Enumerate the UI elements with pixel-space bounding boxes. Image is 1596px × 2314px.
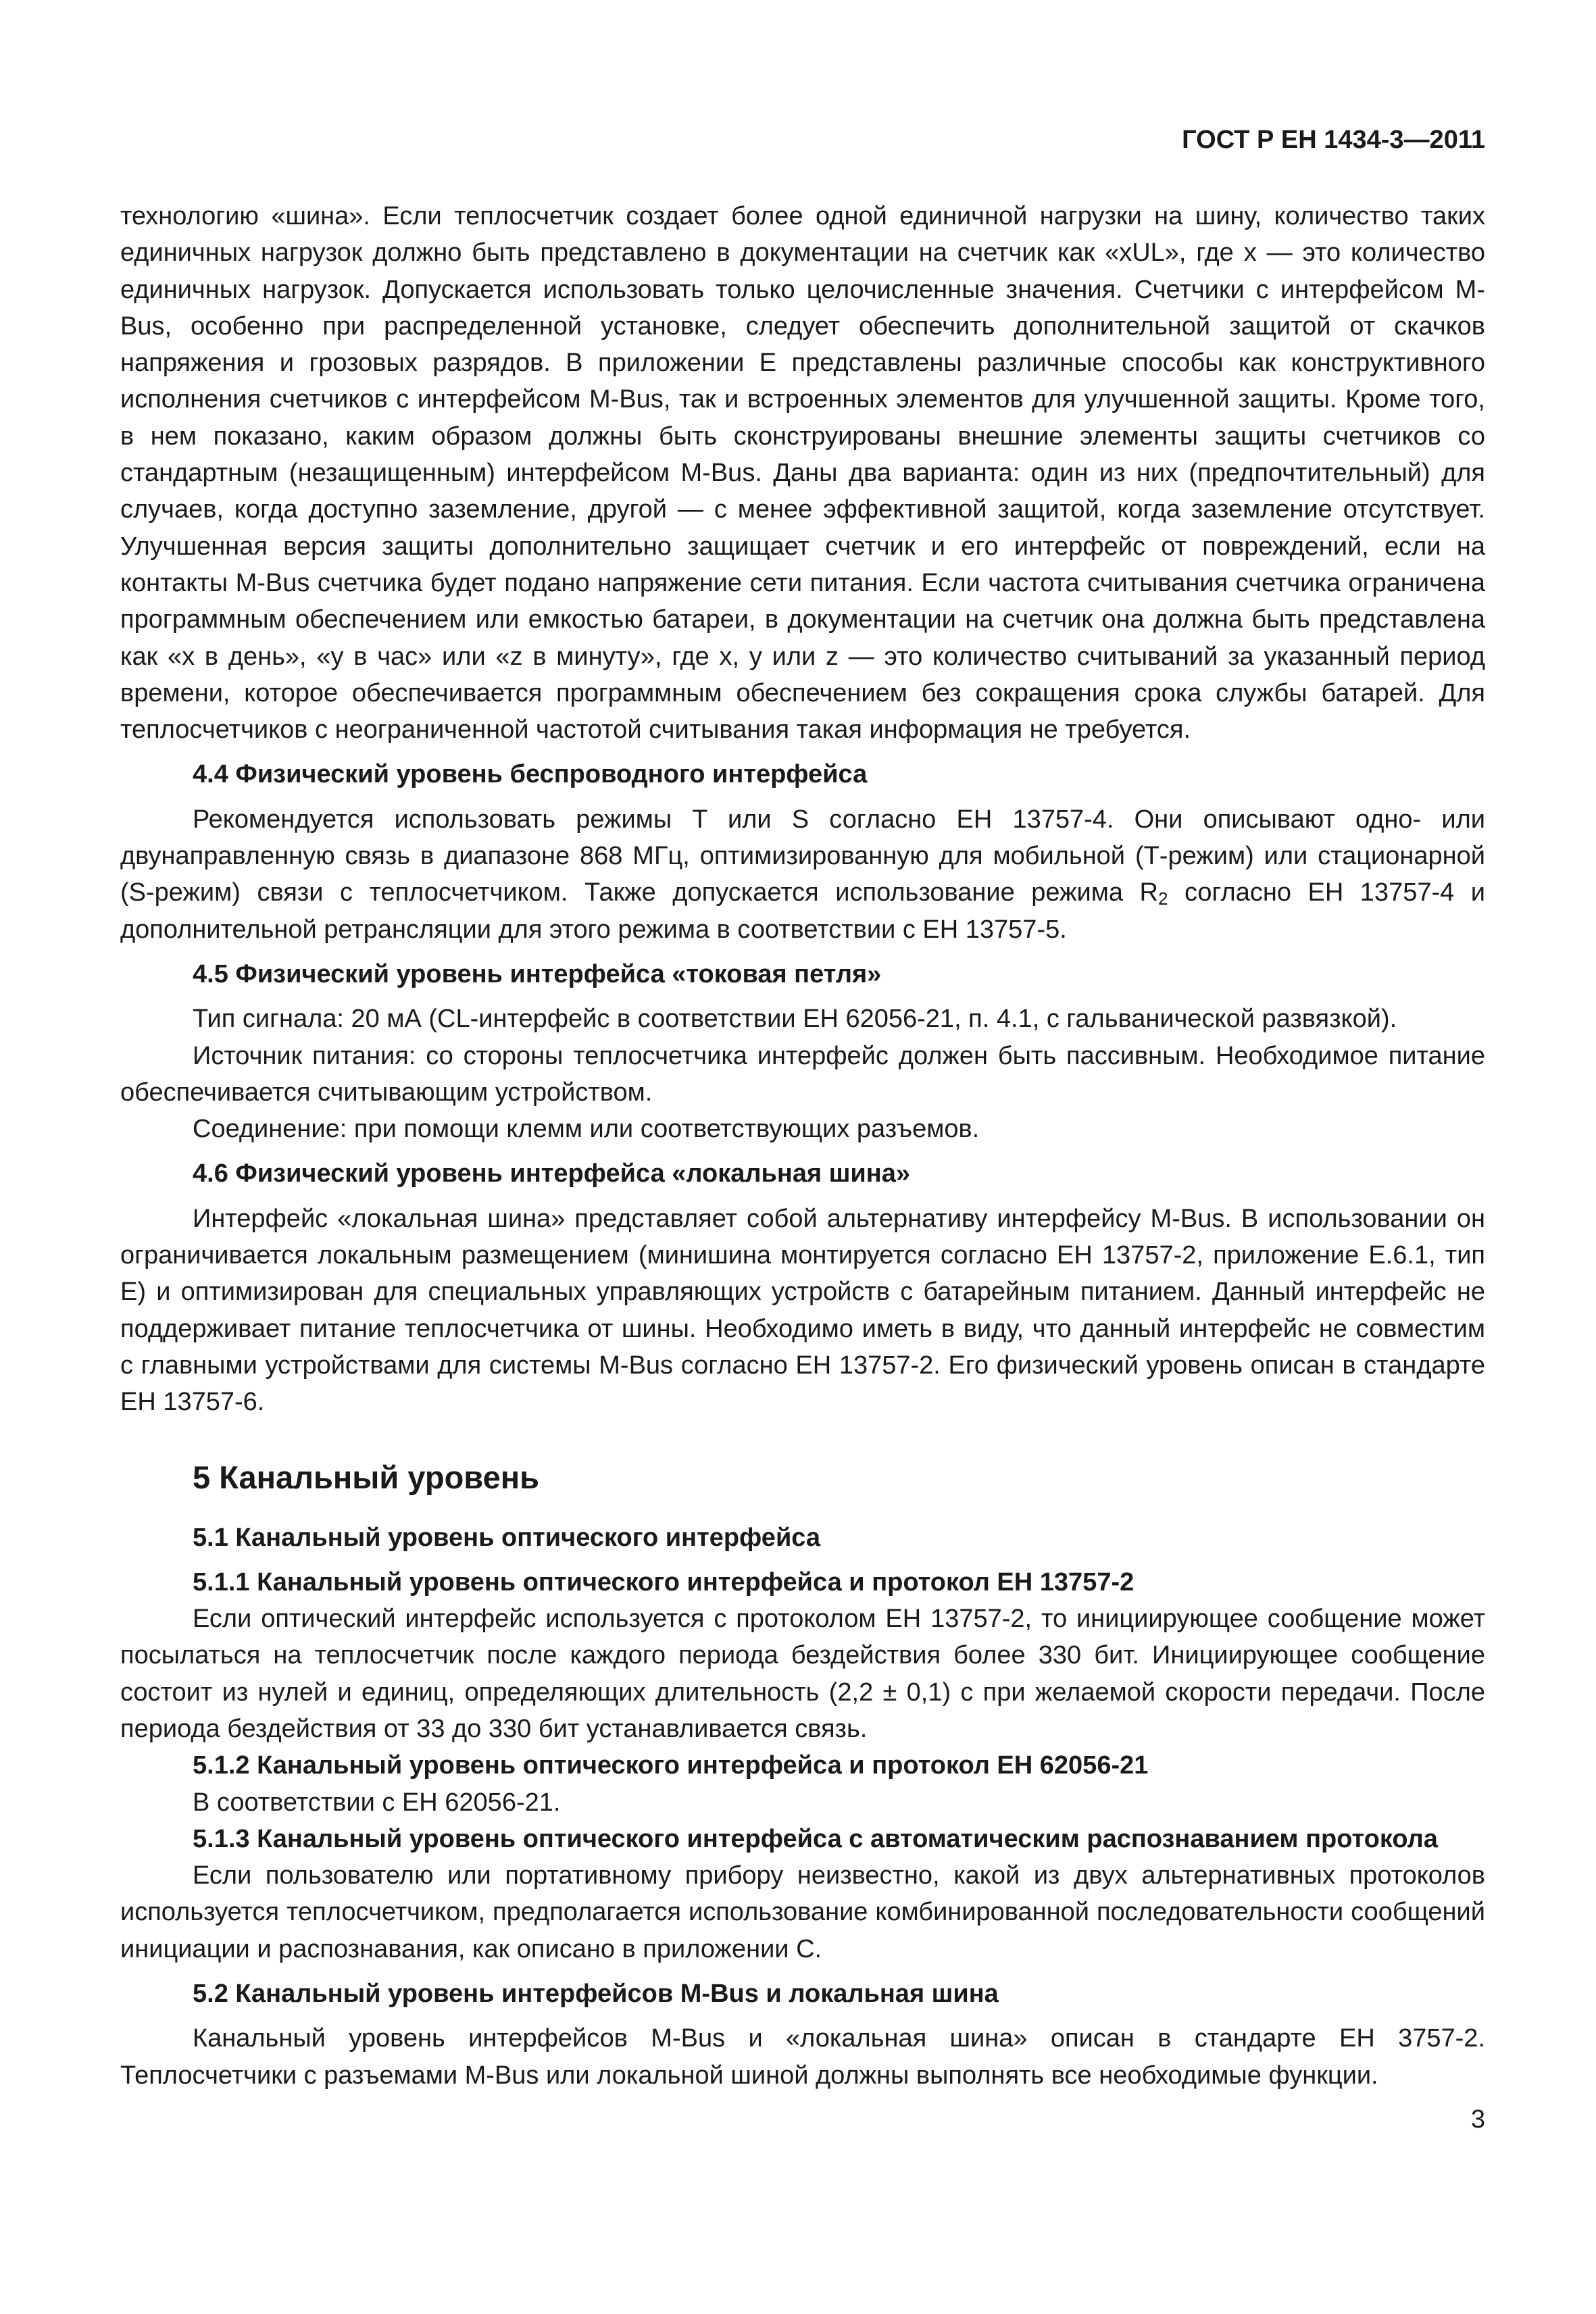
section-5-1-2-paragraph: В соответствии с ЕН 62056-21.	[193, 1788, 561, 1817]
section-5-1-heading: 5.1 Канальный уровень оптического интерфейса	[193, 1523, 821, 1552]
section-4-4-paragraph	[120, 801, 1485, 948]
section-5-2-paragraph: Канальный уровень интерфейсов M-Bus и «локальная шина» описан в стандарте ЕН 3757-2. Теплосчетчики с разъемами M-Bus или локальной шиной должны выполнять все необходимые функции.	[120, 2024, 1485, 2090]
intro-paragraph: технологию «шина». Если теплосчетчик создает более одной единичной нагрузки на шину, количество таких единичных нагрузок должно быть представлено в документации на счетчик как «xUL», где x — это количество единичных нагрузок. Допускается использовать только целочисленные значения. Счетчики с интерфейсом M-Bus, особенно при распределенной установке, следует обеспечить дополнительной защитой от скачков напряжения и грозовых разрядов. В приложении Е представлены различные способы как конструктивного исполнения счетчиков с интерфейсом M-Bus, так и встроенных элементов для улучшенной защиты. Кроме того, в нем показано, каким образом должны быть сконструированы внешние элементы защиты счетчиков со стандартным (незащищенным) интерфейсом M-Bus. Даны два варианта: один из них (предпочтительный) для случаев, когда доступно заземление, другой — с менее эффективной защитой, когда заземление отсутствует. Улучшенная версия защиты дополнительно защищает счетчик и его интерфейс от повреждений, если на контакты M-Bus счетчика будет подано напряжение сети питания. Если частота считывания счетчика ограничена программным обеспечением или емкостью батареи, в документации на счетчик она должна быть представлена как «x в день», «у в час» или «z в минуту», где x, у или z — это количество считываний за указанный период времени, которое обеспечивается программным обеспечением без сокращения срока службы батарей. Для теплосчетчиков с неограниченной частотой считывания такая информация не требуется.	[120, 202, 1485, 745]
section-5-2-heading: 5.2 Канальный уровень интерфейсов M-Bus и локальная шина	[193, 1980, 999, 2009]
section-5-1-1-paragraph: Если оптический интерфейс используется с протоколом ЕН 13757-2, то инициирующее сообщение может посылаться на теплосчетчик после каждого периода бездействия более 330 бит. Инициирующее сообщение состоит из нулей и единиц, определяющих длительность (2,2 ± 0,1) с при желаемой скорости передачи. После периода бездействия от 33 до 330 бит устанавливается связь.	[120, 1605, 1485, 1743]
section-5-1-1-heading: 5.1.1 Канальный уровень оптического интерфейса и протокол ЕН 13757-2	[193, 1567, 1134, 1596]
section-5-heading: 5 Канальный уровень	[193, 1459, 539, 1495]
document-body	[120, 198, 1485, 2094]
section-4-6-paragraph: Интерфейс «локальная шина» представляет собой альтернативу интерфейсу M-Bus. В использовании он ограничивается локальным размещением (минишина монтируется согласно ЕН 13757-2, приложение Е.6.1, тип E) и оптимизирован для специальных управляющих устройств с батарейным питанием. Данный интерфейс не поддерживает питание теплосчетчика от шины. Необходимо иметь в виду, что данный интерфейс не совместим с главными устройствами для системы M-Bus согласно ЕН 13757-2. Его физический уровень описан в стандарте ЕН 13757-6.	[120, 1204, 1485, 1417]
section-4-6-heading: 4.6 Физический уровень интерфейса «локальная шина»	[193, 1159, 910, 1188]
section-4-5-signal-type: Тип сигнала: 20 мА (CL-интерфейс в соответствии ЕН 62056-21, п. 4.1, с гальванической развязкой).	[193, 1005, 1397, 1034]
section-4-4-text-a: Рекомендуется использовать режимы T или S согласно ЕН 13757-4. Они описывают одно- или двунаправленную связь в диапазоне 868 МГц, оптимизированную для мобильной (Т-режим) или стационарной (S-режим) связи с теплосчетчиком. Также допускается использование режима R	[120, 805, 1485, 907]
section-5-1-3-paragraph: Если пользователю или портативному прибору неизвестно, какой из двух альтернативных протоколов используется теплосчетчиком, предполагается использование комбинированной последовательности сообщений инициации и распознавания, как описано в приложении С.	[120, 1861, 1485, 1963]
page-number: 3	[1470, 2105, 1485, 2134]
section-4-5-connection: Соединение: при помощи клемм или соответствующих разъемов.	[193, 1115, 980, 1144]
section-4-5-heading: 4.5 Физический уровень интерфейса «токовая петля»	[193, 959, 882, 988]
subscript-2: 2	[1157, 888, 1168, 909]
section-5-1-2-heading: 5.1.2 Канальный уровень оптического интерфейса и протокол ЕН 62056-21	[193, 1751, 1149, 1780]
section-4-4-text-b: согласно ЕН 13757-4 и дополнительной ретрансляции для этого режима в соответствии с ЕН 13757-5.	[120, 878, 1486, 944]
section-4-4-heading: 4.4 Физический уровень беспроводного интерфейса	[193, 760, 868, 789]
section-4-5-power-source: Источник питания: со стороны теплосчетчика интерфейс должен быть пассивным. Необходимое питание обеспечивается считывающим устройством.	[120, 1041, 1485, 1107]
standard-code-header: ГОСТ Р ЕН 1434-3—2011	[1182, 126, 1485, 154]
section-5-1-3-heading: 5.1.3 Канальный уровень оптического интерфейса с автоматическим распознаванием протокола	[193, 1824, 1438, 1853]
